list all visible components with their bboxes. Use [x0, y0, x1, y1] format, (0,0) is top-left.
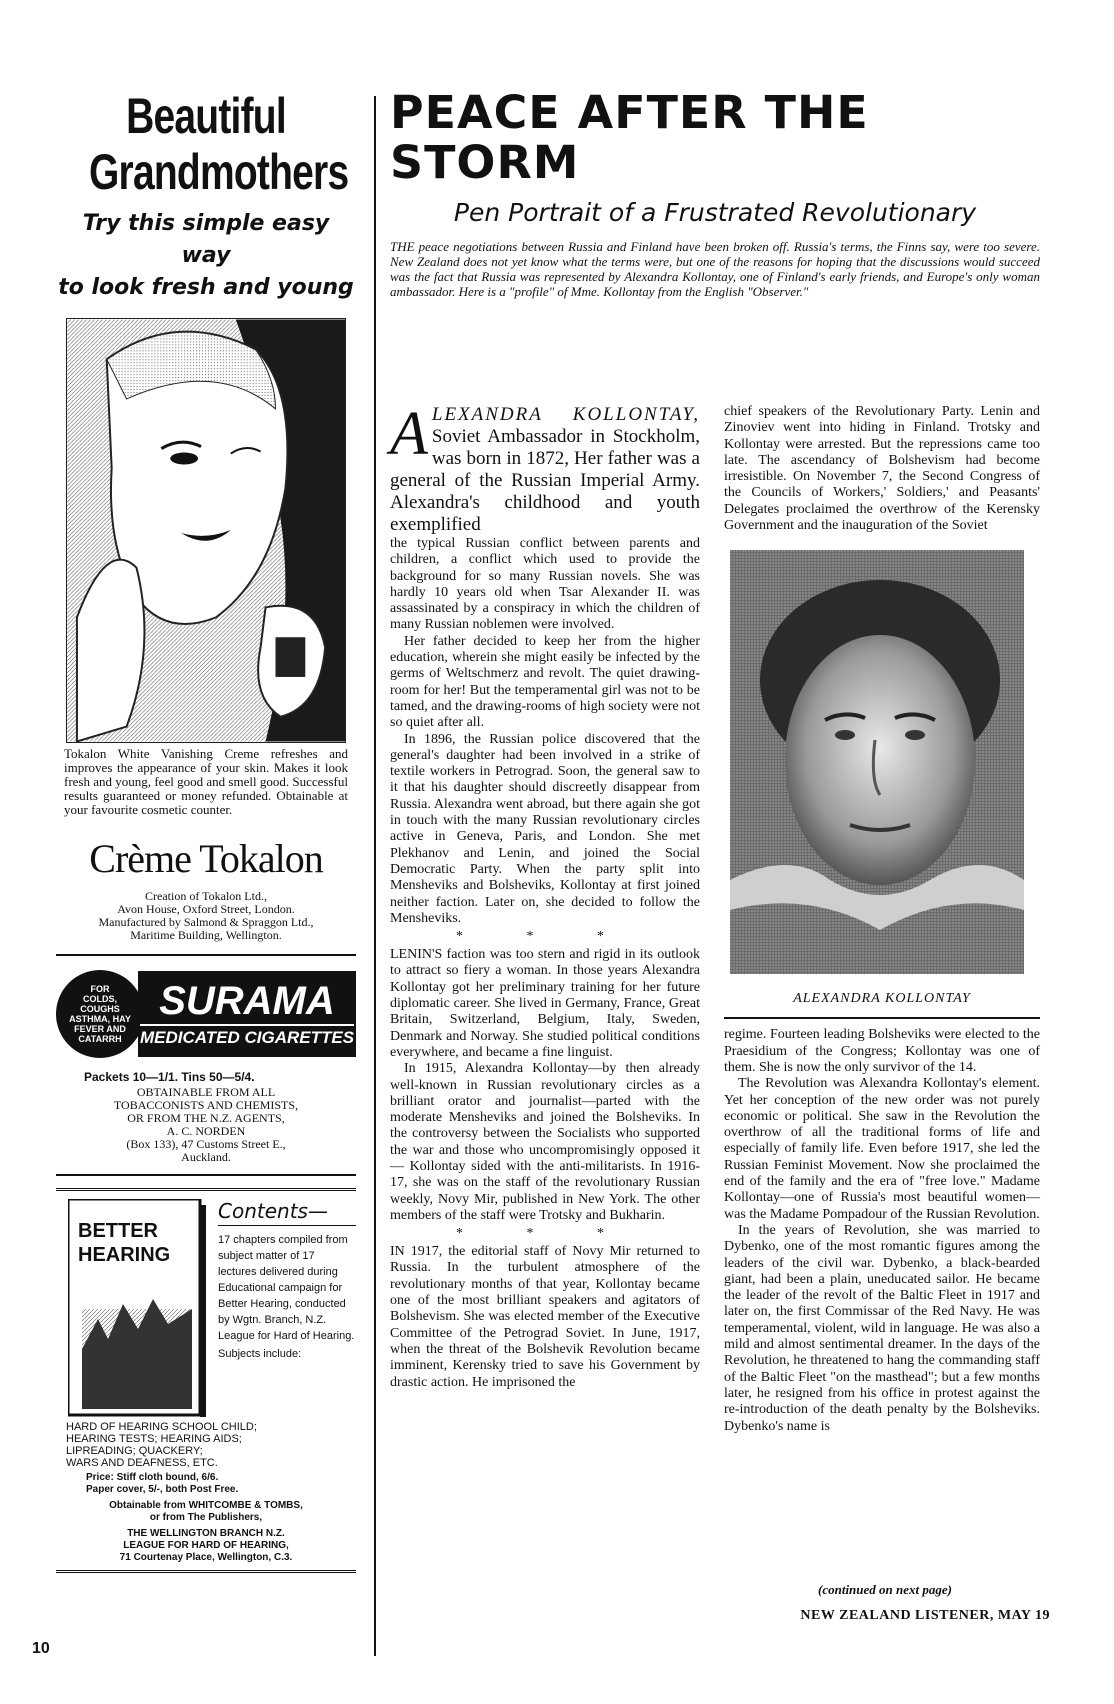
credit-line: Manufactured by Salmond & Spraggon Ltd., — [98, 915, 314, 929]
portrait-photo — [730, 550, 1024, 974]
article-title: PEACE AFTER THE STORM — [390, 86, 869, 189]
left-ad-column — [56, 88, 356, 1573]
publisher-info — [56, 1528, 356, 1564]
subjects-list — [56, 1421, 356, 1469]
photo-caption: ALEXANDRA KOLLONTAY — [793, 991, 971, 1007]
surama-brand: SURAMA — [159, 979, 335, 1023]
ad-subline-1: Try this simple easy way — [82, 211, 330, 268]
obtain-line: or from The Publishers, — [149, 1512, 263, 1523]
article — [390, 86, 1040, 1434]
book-title — [78, 1219, 170, 1267]
page-footer — [720, 1582, 1050, 1624]
badge-line: CATARRH — [78, 1034, 122, 1044]
stockist-line: OR FROM THE N.Z. AGENTS, — [127, 1111, 285, 1125]
section-break: * * * — [456, 1226, 634, 1242]
paragraph: LENIN'S faction was too stern and rigid in its outlook to attract so fiery a woman. In those years Alexandra Kollontay got her preliminary training for her future diplomatic career. She lived in Germany, France, Great Britain, Switzerland, Belgium, Italy, Sweden, Denmark and Norway. She studied political conditions everywhere, and became a fine linguist. — [390, 947, 700, 1060]
surama-prices: Packets 10—1/1. Tins 50—5/4. — [84, 1070, 255, 1084]
masthead: NEW ZEALAND LISTENER, MAY 19 — [800, 1608, 1050, 1623]
paragraph: In 1896, the Russian police discovered that the general's daughter had been involved in a strike of textile workers in Petrograd. Soon, the general saw to it that his daughter should discreetly disappear from Russia. Alexandra went abroad, but there again she got in touch with the many Russian revolutionary circles active in Geneva, Paris, and London. She met Plekhanov and Lenin, and joined the Social Democratic Party. When the party split into Mensheviks and Bolsheviks, Kollontay at first joined neither faction. Later on, she decided to follow the Mensheviks. — [390, 731, 700, 926]
ad-subline-2: to look fresh and young — [58, 275, 354, 300]
price-info — [56, 1472, 356, 1496]
caption-rule — [724, 1017, 1040, 1019]
book-cover — [68, 1199, 208, 1419]
surama-ad — [56, 954, 356, 1176]
surama-brand-block — [138, 971, 356, 1057]
paragraph: regime. Fourteen leading Bolsheviks were elected to the Praesidium of the Congress; Kollontay was one of them. She is now the only survivor of the 14. — [724, 1027, 1040, 1075]
ad-headline-1: Beautiful — [126, 88, 286, 144]
book-title-line: BETTER — [78, 1220, 158, 1242]
article-intro: THE peace negotiations between Russia and Finland have been broken off. Russia's terms, the Finns say, were too severe. New Zealand does not yet know what the terms were, but one of the reasons for hoping that the discussions would succeed was the fact that Russia was represented by Alexandra Kollontay, one of Finland's early friends, and Europe's only woman ambassador. Here is a "profile" of Mme. Kollontay from the English "Observer." — [390, 239, 1040, 299]
lead-paragraph — [390, 400, 700, 536]
stockist-line: TOBACCONISTS AND CHEMISTS, — [113, 1098, 299, 1112]
ad-bottom-rule — [56, 1570, 356, 1573]
ad-brand-name: Crème Tokalon — [89, 836, 323, 881]
lead-name: LEXANDRA KOLLONTAY, — [431, 404, 700, 425]
section-break: * * * — [456, 929, 634, 945]
badge-line: FOR — [90, 984, 110, 994]
stockist-line: OBTAINABLE FROM ALL — [136, 1085, 276, 1099]
obtain-line: Obtainable from WHITCOMBE & TOMBS, — [109, 1500, 303, 1511]
stockist-line: A. C. NORDEN — [166, 1124, 246, 1138]
continued-notice: (continued on next page) — [818, 1582, 952, 1597]
article-subtitle: Pen Portrait of a Frustrated Revolutionary — [453, 198, 977, 227]
paragraph: the typical Russian conflict between parents and children, a conflict which used to provide the background for so many Russian novels. She was hardly 10 years old when Tsar Alexander II. was assassinated by a conspiracy in which the children of many Russian noblemen were involved. — [390, 536, 700, 633]
subject-item: WARS AND DEAFNESS, ETC. — [66, 1457, 218, 1469]
book-title-line: HEARING — [78, 1244, 171, 1266]
publisher-line: LEAGUE FOR HARD OF HEARING, — [123, 1540, 289, 1551]
surama-tagline: MEDICATED CIGARETTES — [140, 1024, 354, 1048]
surama-stockists — [56, 1086, 356, 1164]
subject-item: HEARING TESTS; HEARING AIDS; — [66, 1433, 242, 1445]
contents-title: Contents— — [218, 1199, 356, 1226]
contents-desc: 17 chapters compiled from subject matter of 17 lectures delivered during Educational campaign for Better Hearing, conducted by Wgtn. Branch, N.Z. League for Hard of Hearing. — [218, 1234, 355, 1342]
publisher-line: THE WELLINGTON BRANCH N.Z. — [127, 1528, 285, 1539]
paragraph: In the years of Revolution, she was married to Dybenko, one of the most romantic figures among the leaders of the civil war. Dybenko, a black-bearded giant, had been a plain, uneducated sailor. He became the leader of the revolt of the Baltic Fleet in 1917 and later on, the first Commissar of the Red Navy. He was temperamental, violent, wild in language. He was also a mild and almost sentimental dreamer. In the days of the Revolution, he threatened to hang the commanding staff of the Baltic Fleet "on the masthead"; but a few months later, he resigned from his office in protest against the re-introduction of the death penalty by the Bolsheviks. Dybenko's name is — [724, 1222, 1040, 1434]
ad-credit — [56, 890, 356, 942]
obtain-info — [56, 1500, 356, 1524]
stockist-line: Auckland. — [181, 1150, 231, 1164]
page-number: 10 — [32, 1640, 50, 1657]
drop-cap: A — [390, 400, 428, 468]
ad-headline-2: Grandmothers — [89, 144, 349, 200]
lead-text: Soviet Ambassador in Stockholm, was born in 1872, Her father was a general of the Russian Imperial Army. Alexandra's childhood and youth exemplified — [390, 426, 700, 535]
publisher-line: 71 Courtenay Place, Wellington, C.3. — [119, 1552, 293, 1563]
woman-illustration — [66, 318, 346, 743]
stockist-line: (Box 133), 47 Customs Street E., — [126, 1137, 286, 1151]
badge-line: COLDS, COUGHS — [80, 994, 120, 1014]
subject-item: LIPREADING; QUACKERY; — [66, 1445, 203, 1457]
tokalon-ad — [56, 88, 356, 942]
subjects-label: Subjects include: — [218, 1348, 302, 1360]
paragraph: chief speakers of the Revolutionary Party. Lenin and Zinoviev went into hiding in Finland. Trotsky and Kollontay were arrested. But the repressions came too late. The ascendancy of Bolshevism had become irresistible. On November 7, the Second Congress of the Councils of Workers,' Soldiers,' and Peasants' Delegates proclaimed the overthrow of the Kerensky Government and the inauguration of the Soviet — [724, 404, 1040, 534]
price-line: Paper cover, 5/-, both Post Free. — [86, 1484, 239, 1495]
paragraph: The Revolution was Alexandra Kollontay's element. Yet her conception of the new order was not purely economic or political. She saw in the Revolution the overthrow of all the traditional forms of life and especially of family life. Even before 1917, she led the Russian Feminist Movement. Now she proclaimed the end of the family and the era of "free love." Madame Kollontay—one of Russia's most beautiful women—was the Madame Pompadour of the Russian Revolution. — [724, 1076, 1040, 1222]
paragraph: IN 1917, the editorial staff of Novy Mir returned to Russia. In the turbulent atmosphere of the revolutionary months of that year, Kollontay became one of the most brilliant speakers and agitators of Bolshevism. She was elected member of the Executive Committee of the Petrograd Soviet. In June, 1917, when the threat of the Bolshevik Revolution became imminent, Kerensky tried to save his Government by drastic action. He imprisoned the — [390, 1244, 700, 1390]
badge-line: FEVER AND — [74, 1024, 126, 1034]
credit-line: Maritime Building, Wellington. — [130, 928, 282, 942]
paragraph: Her father decided to keep her from the higher education, wherein she might easily be infected by the germs of Weltschmerz and revolt. The quiet drawing-room for her! But the temperamental girl was not to be tamed, and the drawing-rooms of high society were not so quiet after all. — [390, 633, 700, 731]
paragraph: In 1915, Alexandra Kollontay—by then already well-known in Russian revolutionary circles as a brilliant orator and journalist—parted with the moderate Mensheviks and joined the Bolsheviks. In the controversy between the Socialists who supported the war and those who uncompromisingly opposed it — Kollontay sided with the anti-militarists. In 1916-17, she was on the staff of the revolutionary Russian weekly, Novy Mir, published in New York. The other members of the staff were Trotsky and Bukharin. — [390, 1061, 700, 1223]
price-line: Price: Stiff cloth bound, 6/6. — [86, 1472, 219, 1483]
credit-line: Avon House, Oxford Street, London. — [117, 902, 295, 916]
credit-line: Creation of Tokalon Ltd., — [145, 889, 267, 903]
article-column-1 — [390, 400, 700, 1391]
ailments-badge — [56, 970, 144, 1058]
article-column-2 — [724, 404, 1040, 1435]
badge-line: ASTHMA, HAY — [69, 1014, 131, 1024]
ad-body-text: Tokalon White Vanishing Creme refreshes and improves the appearance of your skin. Makes it look fresh and young, feel good and smell good. Successful results guaranteed or money refunded. Obtainable at your favourite cosmetic counter. — [64, 746, 348, 817]
better-hearing-ad — [56, 1188, 356, 1573]
column-divider — [374, 96, 376, 1656]
subject-item: HARD OF HEARING SCHOOL CHILD; — [66, 1421, 257, 1433]
